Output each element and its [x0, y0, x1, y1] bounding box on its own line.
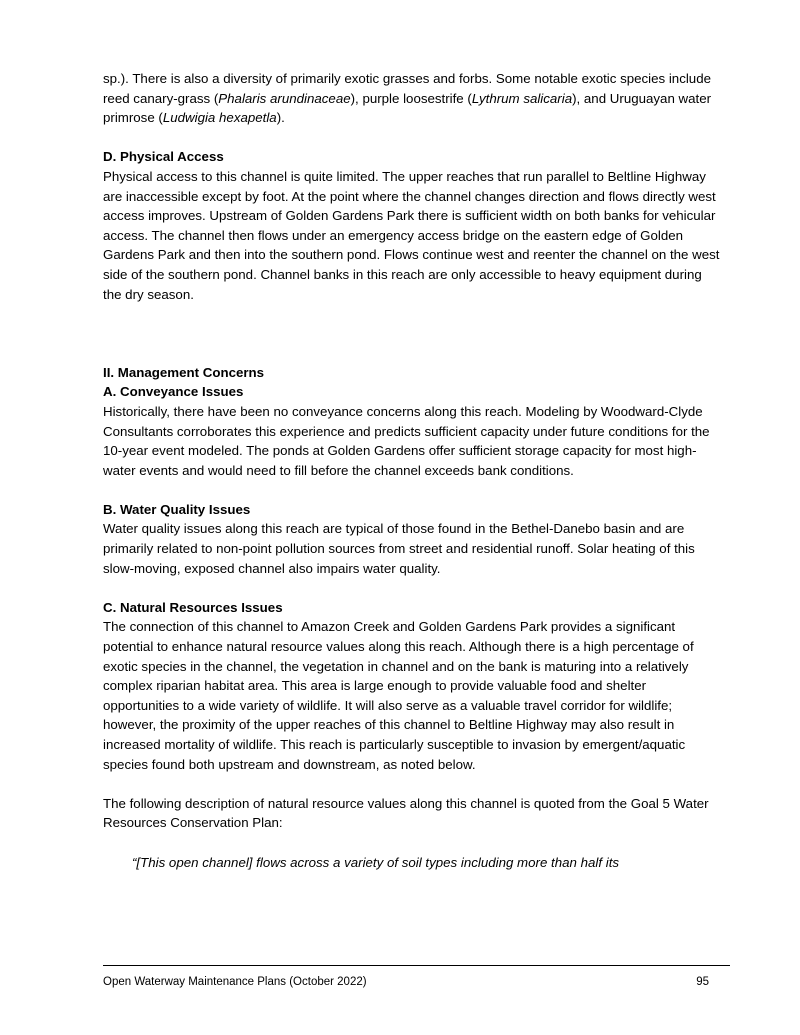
conveyance-heading: A. Conveyance Issues	[103, 384, 244, 400]
conveyance-body: Historically, there have been no conveyance concerns along this reach. Modeling by Woodward-Clyde Consultants corroborates this experience and predicts sufficient capacity under future conditions for the 10-year event modeled. The ponds at Golden Gardens offer sufficient storage capacity for most high-water events and would need to fill before the channel exceeds bank conditions.	[103, 403, 710, 478]
physical-access-heading: D. Physical Access	[103, 149, 224, 165]
intro-text-3: ), and Uruguayan water primrose (	[103, 90, 712, 126]
intro-text-4: ).	[276, 110, 285, 126]
intro-text-1: sp.). There is also a diversity of primarily exotic grasses and forbs. Some notable exotic species include reed canary-grass (	[103, 71, 711, 106]
intro-paragraph	[103, 69, 723, 128]
species-name-ludwigia: Ludwigia hexapetla	[162, 110, 277, 126]
footer-divider	[103, 965, 730, 966]
footer-document-title: Open Waterway Maintenance Plans (October 2022)	[103, 976, 367, 988]
species-name-phalaris: Phalaris arundinaceae	[218, 90, 351, 106]
intro-text-2: ), purple loosestrife (	[350, 90, 472, 106]
following-description: The following description of natural resource values along this channel is quoted from the Goal 5 Water Resources Conservation Plan:	[103, 795, 709, 831]
species-name-lythrum: Lythrum salicaria	[471, 90, 573, 106]
natural-resources-heading: C. Natural Resources Issues	[103, 599, 283, 615]
block-quote: “[This open channel] flows across a variety of soil types including more than half its	[132, 854, 620, 870]
physical-access-body: Physical access to this channel is quite limited. The upper reaches that run parallel to Beltline Highway are inaccessible except by foot. At the point where the channel changes direction and flows directly west access improves. Upstream of Golden Gardens Park there is sufficient width on both banks for vehicular access. The channel then flows under an emergency access bridge on the eastern edge of Golden Gardens Park and then into the southern pond. Flows continue west and reenter the channel on the west side of the southern pond. Channel banks in this reach are only accessible to heavy equipment during the dry season.	[103, 168, 720, 302]
section-spacer	[103, 324, 723, 363]
management-concerns-heading: II. Management Concerns	[103, 364, 265, 380]
water-quality-body: Water quality issues along this reach are typical of those found in the Bethel-Danebo basin and are primarily related to non-point pollution sources from street and residential runoff. Solar heating of this slow-moving, exposed channel also impairs water quality.	[103, 521, 695, 576]
page-number: 95	[696, 976, 709, 988]
water-quality-heading: B. Water Quality Issues	[103, 501, 251, 517]
page-footer	[103, 974, 709, 990]
page-content	[103, 69, 723, 872]
natural-resources-body: The connection of this channel to Amazon Creek and Golden Gardens Park provides a significant potential to enhance natural resource values along this reach. Although there is a high percentage of exotic species in the channel, the vegetation in channel and on the bank is maturing into a relatively complex riparian habitat area. This area is large enough to provide valuable food and shelter opportunities to a wide variety of wildlife. It will also serve as a valuable travel corridor for wildlife; however, the proximity of the upper reaches of this channel to Beltline Highway may also result in increased mortality of wildlife. This reach is particularly susceptible to invasion by emergent/aquatic species found both upstream and downstream, as noted below.	[103, 619, 694, 772]
